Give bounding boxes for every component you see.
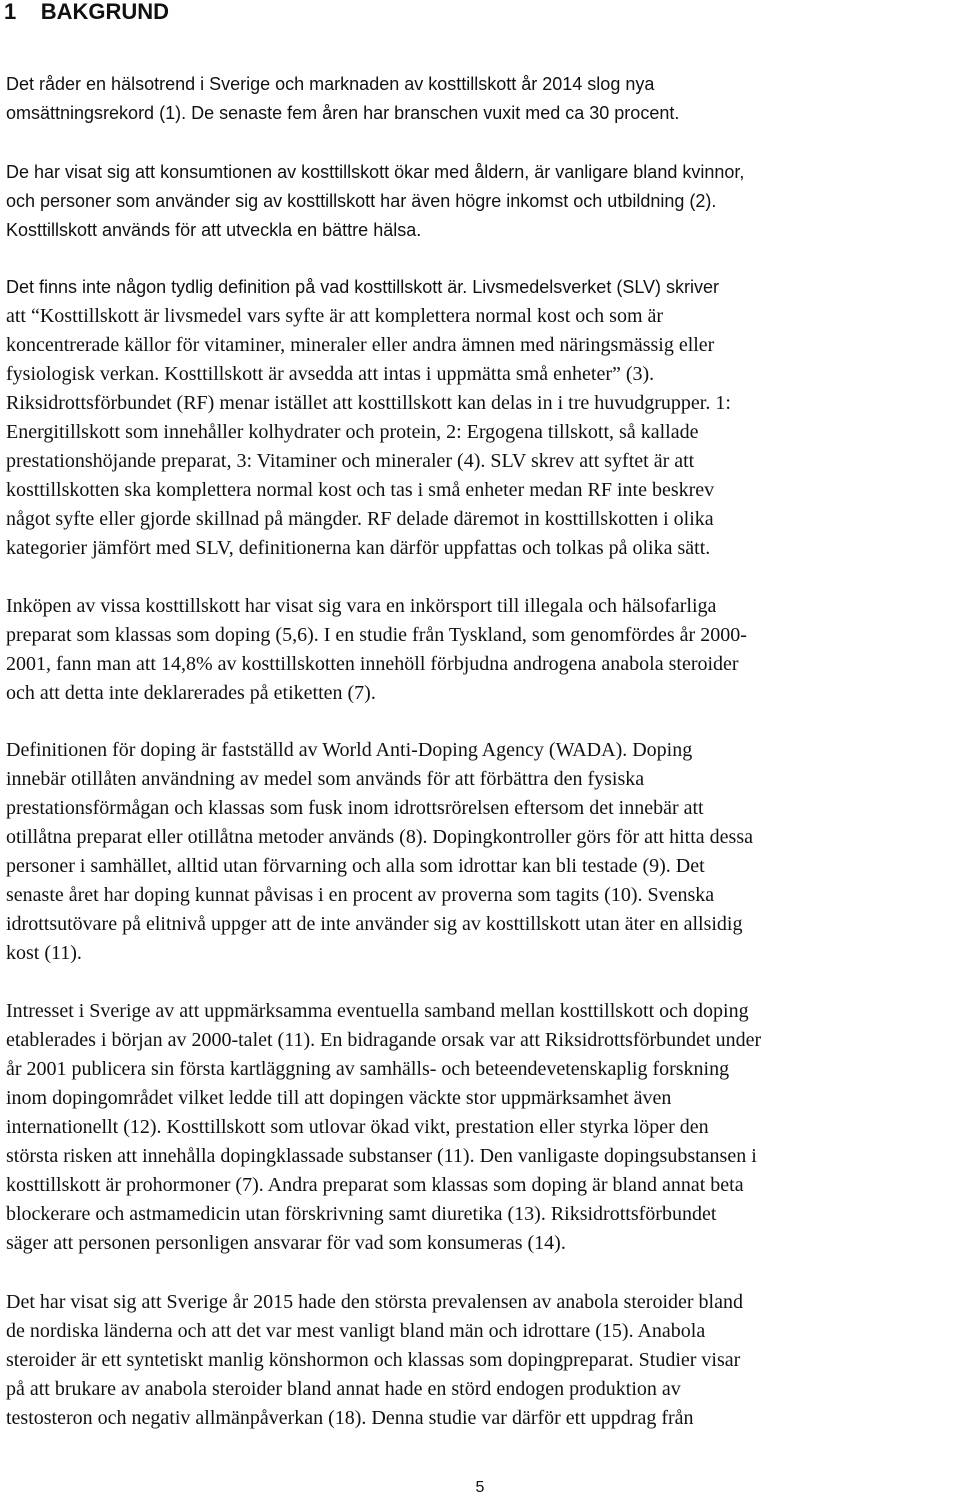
text-line: och att detta inte deklarerades på etiketten (7). bbox=[6, 682, 376, 704]
text-line: otillåtna preparat eller otillåtna metoder används (8). Dopingkontroller görs för att hitta dessa bbox=[6, 826, 753, 848]
text-line: kategorier jämfört med SLV, definitionerna kan därför uppfattas och tolkas på olika sätt. bbox=[6, 537, 711, 559]
text-line: prestationsförmågan och klassas som fusk inom idrottsrörelsen eftersom det innebär att bbox=[6, 797, 704, 819]
text-line: omsättningsrekord (1). De senaste fem åren har branschen vuxit med ca 30 procent. bbox=[6, 103, 680, 123]
paragraph-5 bbox=[6, 736, 753, 968]
text-line: internationellt (12). Kosttillskott som utlovar ökad vikt, prestation eller styrka löper den bbox=[6, 1116, 709, 1138]
page-number: 5 bbox=[475, 1479, 485, 1496]
text-line: att “Kosttillskott är livsmedel vars syfte är att komplettera normal kost och som är bbox=[6, 305, 664, 327]
text-line: och personer som använder sig av kosttillskott har även högre inkomst och utbildning (2). bbox=[6, 191, 717, 211]
text-line: säger att personen personligen ansvarar för vad som konsumeras (14). bbox=[6, 1232, 566, 1254]
text-line: preparat som klassas som doping (5,6). I en studie från Tyskland, som genomfördes år 2000- bbox=[6, 624, 747, 646]
text-line: 2001, fann man att 14,8% av kosttillskotten innehöll förbjudna androgena anabola steroider bbox=[6, 653, 739, 675]
text-line: etablerades i början av 2000-talet (11). En bidragande orsak var att Riksidrottsförbundet under bbox=[6, 1029, 762, 1051]
text-line: idrottsutövare på elitnivå uppger att de inte använder sig av kosttillskott utan äter en allsidig bbox=[6, 913, 743, 935]
text-line: blockerare och astmamedicin utan förskrivning samt diuretika (13). Riksidrottsförbundet bbox=[6, 1203, 717, 1225]
paragraph-4 bbox=[6, 592, 747, 708]
section-title: BAKGRUND bbox=[40, 0, 170, 24]
text-line: Energitillskott som innehåller kolhydrater och protein, 2: Ergogena tillskott, så kallade bbox=[6, 421, 699, 443]
text-line: kosttillskotten ska komplettera normal kost och tas i små enheter medan RF inte beskrev bbox=[6, 479, 715, 501]
section-heading bbox=[4, 0, 169, 28]
text-line: Det råder en hälsotrend i Sverige och marknaden av kosttillskott år 2014 slog nya bbox=[6, 74, 655, 94]
text-line: steroider är ett syntetiskt manlig könshormon och klassas som dopingpreparat. Studier visar bbox=[6, 1349, 741, 1371]
text-line: Kosttillskott används för att utveckla en bättre hälsa. bbox=[6, 220, 422, 240]
paragraph-7 bbox=[6, 1288, 743, 1433]
text-line: de nordiska länderna och att det var mest vanligt bland män och idrottare (15). Anabola bbox=[6, 1320, 706, 1342]
text-line: inom dopingområdet vilket ledde till att dopingen väckte stor uppmärksamhet även bbox=[6, 1087, 672, 1109]
paragraph-2 bbox=[6, 158, 744, 245]
text-line: Intresset i Sverige av att uppmärksamma eventuella samband mellan kosttillskott och doping bbox=[6, 1000, 749, 1022]
text-line: senaste året har doping kunnat påvisas i en procent av proverna som tagits (10). Svenska bbox=[6, 884, 715, 906]
text-line: fysiologisk verkan. Kosttillskott är avsedda att intas i uppmätta små enheter” (3). bbox=[6, 363, 655, 385]
text-line: Riksidrottsförbundet (RF) menar istället att kosttillskott kan delas in i tre huvudgrupper. 1: bbox=[6, 392, 731, 414]
paragraph-3 bbox=[6, 273, 731, 563]
text-line: testosteron och negativ allmänpåverkan (18). Denna studie var därför ett uppdrag från bbox=[6, 1407, 694, 1429]
text-line: De har visat sig att konsumtionen av kosttillskott ökar med åldern, är vanligare bland kvinnor, bbox=[6, 162, 745, 182]
text-line: koncentrerade källor för vitaminer, mineraler eller andra ämnen med näringsmässig eller bbox=[6, 334, 715, 356]
text-line: största risken att innehålla dopingklassade substanser (11). Den vanligaste dopingsubstansen i bbox=[6, 1145, 757, 1167]
text-line: Inköpen av vissa kosttillskott har visat sig vara en inkörsport till illegala och hälsofarliga bbox=[6, 595, 717, 617]
text-line: på att brukare av anabola steroider bland annat hade en störd endogen produktion av bbox=[6, 1378, 681, 1400]
text-line: Det finns inte någon tydlig definition på vad kosttillskott är. Livsmedelsverket (SLV) skriver bbox=[6, 277, 719, 297]
text-line: något syfte eller gjorde skillnad på mängder. RF delade däremot in kosttillskotten i olika bbox=[6, 508, 714, 530]
text-line: kost (11). bbox=[6, 942, 82, 964]
text-line: Definitionen för doping är fastställd av World Anti-Doping Agency (WADA). Doping bbox=[6, 739, 693, 761]
text-line: Det har visat sig att Sverige år 2015 hade den största prevalensen av anabola steroider bland bbox=[6, 1291, 743, 1313]
section-number: 1 bbox=[4, 0, 17, 24]
text-line: prestationshöjande preparat, 3: Vitaminer och mineraler (4). SLV skrev att syftet är att bbox=[6, 450, 695, 472]
paragraph-6 bbox=[6, 997, 761, 1258]
text-line: innebär otillåten användning av medel som används för att förbättra den fysiska bbox=[6, 768, 645, 790]
paragraph-1 bbox=[6, 70, 679, 128]
text-line: år 2001 publicera sin första kartläggning av samhälls- och beteendevetenskaplig forskning bbox=[6, 1058, 730, 1080]
text-line: kosttillskott är prohormoner (7). Andra preparat som klassas som doping är bland annat beta bbox=[6, 1174, 744, 1196]
text-line: personer i samhället, alltid utan förvarning och alla som idrottar kan bli testade (9). Det bbox=[6, 855, 705, 877]
